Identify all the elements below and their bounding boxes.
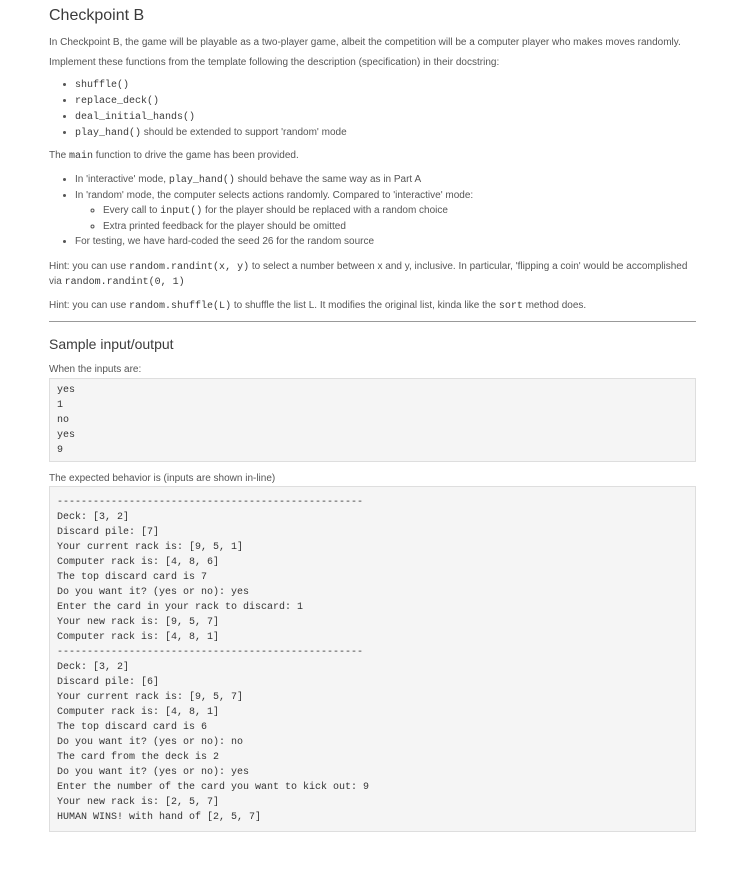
function-item [75,109,696,125]
output-line: Enter the card in your rack to discard: 1 [57,602,304,613]
output-line: Your current rack is: [9, 5, 7] [57,692,244,703]
function-item [75,77,696,93]
sample-title: Sample input/output [49,336,174,352]
text: Hint: you can use [49,260,130,272]
function-code: replace_deck() [75,96,160,107]
output-line: --------------------------------------------------- [57,647,364,658]
inputs-box [49,378,696,462]
text: to select a number between x and y, inclusive. In particular, 'flipping a coin' would be accomplished via [49,260,688,287]
mode-list [49,172,696,249]
hint-shuffle [49,299,696,315]
function-code: deal_initial_hands() [75,112,196,123]
expected-label: The expected behavior is (inputs are shown in-line) [49,472,276,484]
output-line: Your new rack is: [9, 5, 7] [57,617,220,628]
text: In 'interactive' mode, [75,173,169,185]
output-line: The card from the deck is 2 [57,752,220,763]
output-line: Your new rack is: [2, 5, 7] [57,797,220,808]
output-line: The top discard card is 6 [57,722,208,733]
function-code: play_hand() [75,128,142,139]
intro-paragraph: In Checkpoint B, the game will be playable as a two-player game, albeit the competition will be a computer player who makes moves randomly. [49,37,681,48]
output-line: Computer rack is: [4, 8, 1] [57,707,220,718]
output-line: Deck: [3, 2] [57,512,130,523]
text: In 'random' mode, the computer selects actions randomly. Compared to 'interactive' mode: [75,189,474,201]
output-line: --------------------------------------------------- [57,497,364,508]
input-line: no [57,414,70,426]
code: sort [498,300,523,312]
content [49,0,696,832]
text: Every call to [103,204,161,216]
text: method does. [522,299,587,311]
inputs-label: When the inputs are: [49,364,142,375]
input-line: 9 [57,444,64,456]
function-list [49,77,696,141]
input-line: yes [57,384,76,396]
output-line: The top discard card is 7 [57,572,208,583]
implement-paragraph: Implement these functions from the template following the description (specification) in their docstring: [49,56,500,68]
text: Hint: you can use [49,299,130,311]
mode-item-interactive [75,172,696,188]
output-line: Discard pile: [6] [57,677,160,688]
input-line: 1 [57,399,64,411]
section-divider [49,321,696,322]
output-line: Do you want it? (yes or no): no [57,737,244,748]
input-line: yes [57,429,76,441]
main-post: function to drive the game has been provided. [93,150,299,161]
random-sub-list [75,203,696,234]
text: to shuffle the list L. It modifies the original list, kinda like the [231,299,499,311]
text: should behave the same way as in Part A [234,173,422,185]
output-line: Discard pile: [7] [57,527,160,538]
main-pre: The [49,150,70,161]
output-line: Do you want it? (yes or no): yes [57,587,250,598]
output-line: HUMAN WINS! with hand of [2, 5, 7] [57,812,262,823]
output-line: Deck: [3, 2] [57,662,130,673]
function-description: should be extended to support 'random' mode [141,127,347,138]
function-item [75,125,696,141]
code: random.shuffle(L) [129,300,232,312]
function-item [75,93,696,109]
code: play_hand() [168,174,235,186]
output-line: Do you want it? (yes or no): yes [57,767,250,778]
output-line: Your current rack is: [9, 5, 1] [57,542,244,553]
checkpoint-title: Checkpoint B [49,7,145,24]
output-line: Computer rack is: [4, 8, 1] [57,632,220,643]
output-line: Computer rack is: [4, 8, 6] [57,557,220,568]
main-code: main [69,151,94,162]
mode-item-random [75,188,696,234]
sub-item-feedback: ◦ Extra printed feedback for the player should be omitted [103,219,696,234]
hint-randint [49,260,696,291]
function-code: shuffle() [75,80,130,91]
code: random.randint(x, y) [129,261,250,273]
code: random.randint(0, 1) [64,277,185,288]
mode-item-seed: • For testing, we have hard-coded the seed 26 for the random source [75,234,696,249]
code: input() [160,205,203,217]
main-paragraph [49,149,696,165]
output-line: Enter the number of the card you want to kick out: 9 [57,782,370,793]
output-box [49,486,696,832]
sub-item-input [103,203,696,219]
text: for the player should be replaced with a random choice [202,204,448,216]
